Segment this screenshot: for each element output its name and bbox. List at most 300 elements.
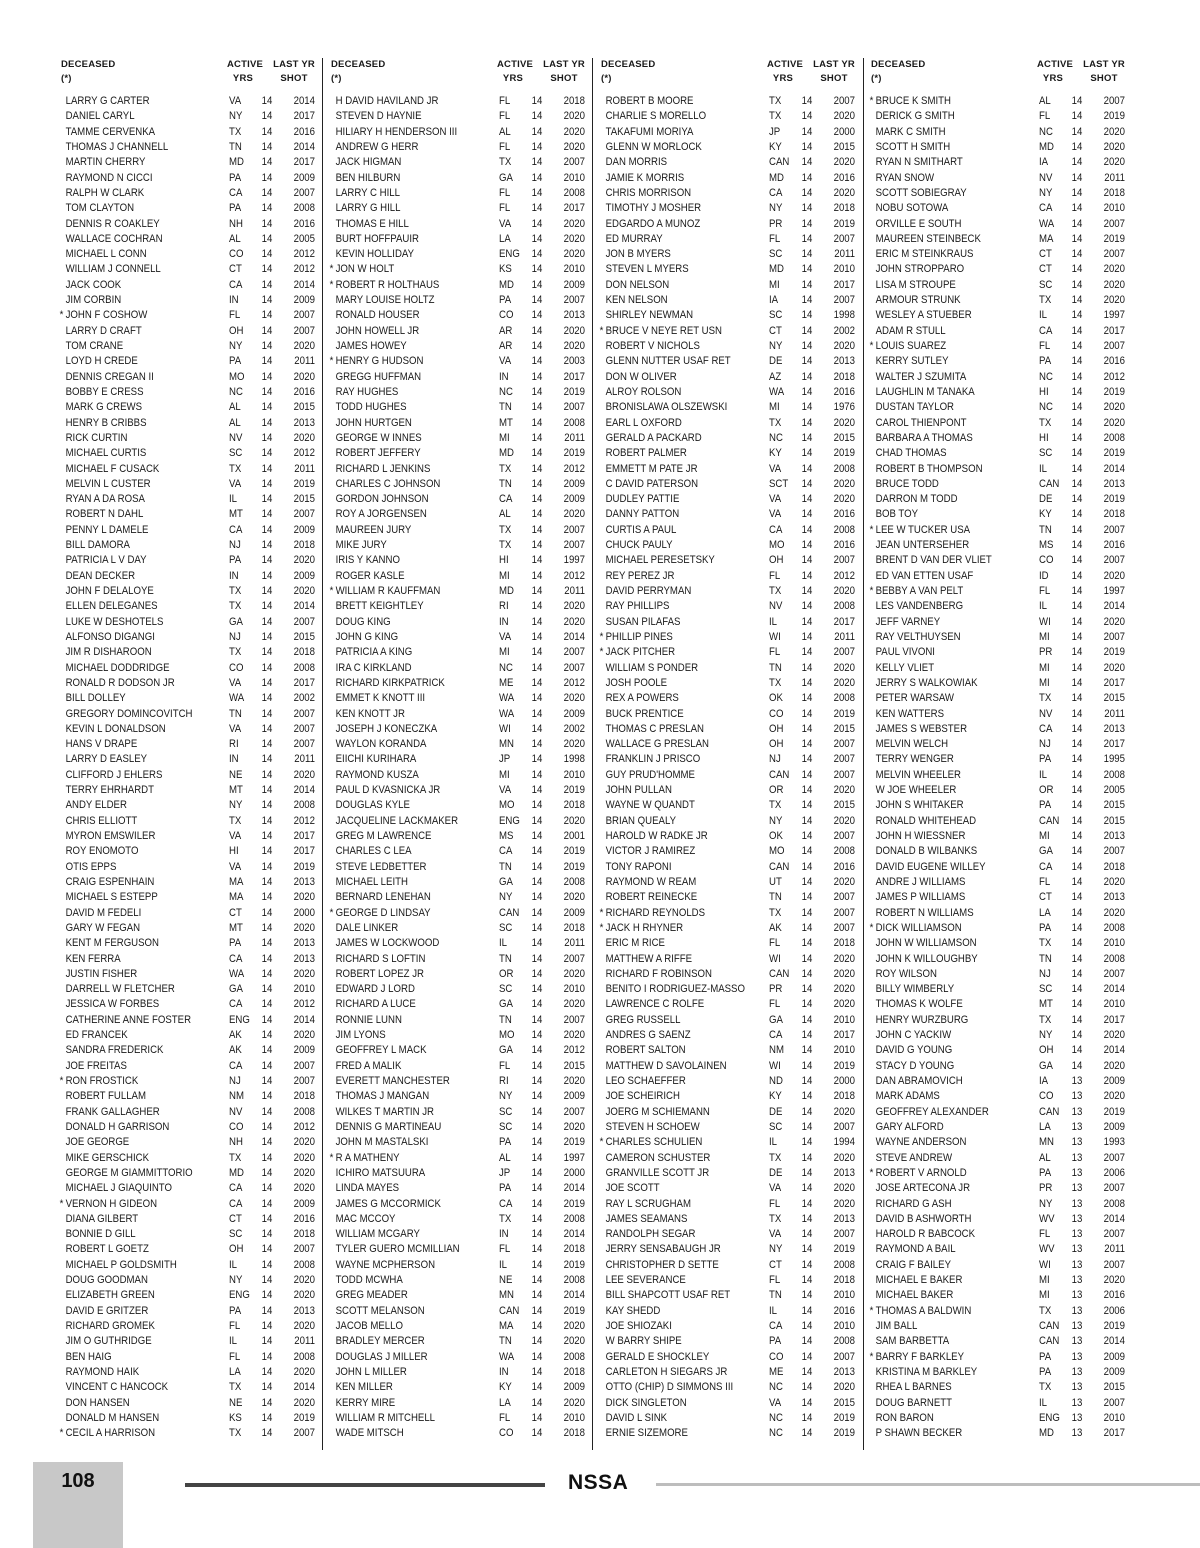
- member-name: JOE SHIOZAKI: [605, 1320, 672, 1332]
- member-last-year-shot: 2017: [833, 1029, 855, 1042]
- member-row: [867, 783, 1129, 798]
- member-state: AK: [769, 921, 782, 934]
- member-name: CHARLES C LEA: [335, 845, 412, 858]
- member-row: [597, 1166, 859, 1181]
- member-state: NY: [769, 814, 783, 827]
- member-last-year-shot: 2019: [563, 860, 585, 873]
- member-row: [327, 1043, 589, 1058]
- member-name: JOE FREITAS: [65, 1059, 127, 1072]
- member-active-years: 13: [1071, 1350, 1083, 1363]
- member-active-years: 14: [1071, 1059, 1083, 1072]
- member-row: [327, 1212, 589, 1227]
- member-last-year-shot: 2010: [563, 768, 585, 781]
- member-last-year-shot: 2020: [563, 1120, 585, 1133]
- member-name: ELLEN DELEGANES: [65, 600, 158, 613]
- member-last-year-shot: 2020: [563, 324, 585, 337]
- member-active-years: 14: [1071, 906, 1083, 919]
- member-state: VA: [229, 477, 242, 490]
- member-name: WILLIAM J CONNELL: [65, 263, 161, 276]
- header-active: ACTIVE: [767, 59, 804, 70]
- member-active-years: 14: [531, 661, 543, 674]
- member-last-year-shot: 2007: [833, 891, 855, 904]
- member-state: WI: [499, 722, 511, 735]
- member-last-year-shot: 2012: [293, 998, 315, 1011]
- member-row: [867, 1197, 1129, 1212]
- member-name: STACY D YOUNG: [875, 1059, 955, 1072]
- member-state: ND: [769, 1075, 783, 1087]
- deceased-marker: *: [329, 278, 334, 291]
- member-state: CA: [229, 523, 243, 536]
- member-name: PATRICIA L V DAY: [65, 554, 147, 567]
- member-active-years: 14: [801, 1427, 813, 1440]
- member-name: RAYMOND A BAIL: [875, 1243, 956, 1256]
- member-row: [597, 477, 859, 492]
- member-last-year-shot: 2019: [563, 845, 585, 858]
- member-row: [57, 1227, 319, 1242]
- member-active-years: 14: [531, 1228, 543, 1241]
- member-state: OH: [769, 738, 784, 751]
- member-row: [57, 523, 319, 538]
- member-last-year-shot: 2014: [293, 140, 315, 153]
- member-active-years: 14: [531, 431, 543, 444]
- member-active-years: 14: [1071, 202, 1083, 215]
- member-last-year-shot: 2020: [293, 431, 315, 444]
- member-name: KAY SHEDD: [605, 1304, 661, 1317]
- member-name: GERALD A PACKARD: [605, 431, 702, 444]
- member-state: OR: [1039, 784, 1054, 797]
- member-last-year-shot: 1997: [1103, 309, 1125, 322]
- member-state: NV: [769, 600, 783, 613]
- member-state: DE: [769, 1166, 783, 1179]
- member-name: HILIARY H HENDERSON III: [335, 125, 458, 138]
- member-row: [57, 125, 319, 140]
- member-state: ENG: [229, 1013, 250, 1026]
- member-name: RAY PHILLIPS: [605, 600, 670, 613]
- member-state: TX: [769, 906, 782, 919]
- member-name: JIM R DISHAROON: [65, 646, 152, 659]
- member-row: [867, 890, 1129, 905]
- member-name: ROGER KASLE: [335, 569, 405, 582]
- member-name: ROBERT V ARNOLD: [875, 1166, 967, 1179]
- member-row: [327, 492, 589, 507]
- member-state: PA: [1039, 355, 1052, 368]
- member-last-year-shot: 2007: [1103, 1258, 1125, 1271]
- member-row: [57, 1059, 319, 1074]
- member-name: RALPH W CLARK: [65, 186, 145, 199]
- member-row: [867, 844, 1129, 859]
- member-last-year-shot: 2019: [1103, 110, 1125, 123]
- member-name: CHRIS MORRISON: [605, 186, 692, 199]
- member-state: PR: [1039, 646, 1053, 659]
- member-last-year-shot: 2019: [833, 707, 855, 720]
- member-active-years: 14: [801, 738, 813, 751]
- member-state: IL: [769, 1304, 778, 1317]
- member-state: CO: [1039, 1090, 1054, 1103]
- member-name: MICHAEL E BAKER: [875, 1274, 963, 1287]
- member-name: JAMES SEAMANS: [605, 1212, 688, 1225]
- member-last-year-shot: 2020: [293, 1289, 315, 1302]
- member-state: IL: [499, 1258, 508, 1271]
- member-state: CO: [769, 707, 784, 720]
- member-name: TYLER GUERO MCMILLIAN: [335, 1243, 460, 1256]
- member-active-years: 14: [261, 1335, 273, 1348]
- member-last-year-shot: 2020: [293, 921, 315, 934]
- member-row: [57, 1304, 319, 1319]
- member-active-years: 14: [801, 1120, 813, 1133]
- member-row: [327, 1273, 589, 1288]
- member-name: MAUREEN JURY: [335, 523, 412, 536]
- deceased-marker: *: [869, 1350, 874, 1363]
- member-row: [327, 1319, 589, 1334]
- member-last-year-shot: 2015: [563, 1059, 585, 1072]
- member-state: SC: [229, 1228, 243, 1241]
- member-row: [327, 890, 589, 905]
- roster-column-2: [327, 58, 589, 1448]
- member-row: [597, 553, 859, 568]
- member-name: LARRY C HILL: [335, 186, 400, 199]
- member-name: ORVILLE E SOUTH: [875, 217, 962, 230]
- member-row: [597, 1273, 859, 1288]
- member-last-year-shot: 2007: [293, 309, 315, 322]
- member-name: LEE W TUCKER USA: [875, 523, 971, 536]
- member-state: PA: [499, 1182, 512, 1195]
- member-active-years: 14: [261, 309, 273, 322]
- member-state: KY: [499, 1381, 512, 1394]
- member-active-years: 14: [1071, 493, 1083, 506]
- member-active-years: 14: [531, 753, 543, 766]
- member-last-year-shot: 2020: [563, 1335, 585, 1348]
- member-name: RICHARD L JENKINS: [335, 462, 431, 475]
- member-last-year-shot: 2018: [833, 202, 855, 215]
- member-last-year-shot: 2020: [293, 554, 315, 567]
- member-state: PA: [229, 171, 242, 184]
- member-last-year-shot: 2020: [833, 1182, 855, 1195]
- member-name: MELVIN WHEELER: [875, 768, 961, 781]
- member-last-year-shot: 2020: [563, 967, 585, 980]
- member-row: [327, 676, 589, 691]
- member-state: CAN: [769, 967, 790, 980]
- member-last-year-shot: 2020: [833, 998, 855, 1011]
- member-row: [597, 293, 859, 308]
- member-last-year-shot: 2013: [833, 355, 855, 368]
- member-active-years: 14: [261, 278, 273, 291]
- member-row: [57, 1411, 319, 1426]
- member-last-year-shot: 2012: [563, 676, 585, 689]
- member-name: JOHN C YACKIW: [875, 1029, 952, 1042]
- member-name: REX A POWERS: [605, 692, 679, 705]
- member-last-year-shot: 2007: [1103, 1182, 1125, 1195]
- member-active-years: 14: [801, 263, 813, 276]
- member-row: [57, 952, 319, 967]
- member-active-years: 14: [1071, 385, 1083, 398]
- member-row: [867, 1350, 1129, 1365]
- member-name: KEN NELSON: [605, 294, 668, 307]
- member-active-years: 14: [261, 156, 273, 169]
- member-active-years: 14: [531, 1289, 543, 1302]
- member-state: OH: [229, 1243, 244, 1256]
- member-last-year-shot: 2009: [563, 906, 585, 919]
- member-active-years: 14: [261, 1350, 273, 1363]
- member-last-year-shot: 2020: [1103, 125, 1125, 138]
- member-name: WALLACE COCHRAN: [65, 232, 163, 245]
- member-last-year-shot: 2020: [833, 585, 855, 597]
- member-state: HI: [229, 845, 239, 858]
- member-row: [327, 109, 589, 124]
- member-state: RI: [499, 1075, 509, 1087]
- member-row: [57, 324, 319, 339]
- deceased-marker: *: [869, 585, 874, 597]
- member-last-year-shot: 2012: [293, 263, 315, 276]
- member-state: MI: [1039, 830, 1050, 842]
- member-name: CAROL THIENPONT: [875, 416, 967, 429]
- member-last-year-shot: 2015: [293, 630, 315, 643]
- member-name: JACOB MELLO: [335, 1320, 403, 1332]
- member-last-year-shot: 2019: [1103, 1320, 1125, 1332]
- member-active-years: 14: [1071, 738, 1083, 751]
- member-row: [867, 829, 1129, 844]
- member-last-year-shot: 2007: [833, 906, 855, 919]
- member-name: DOUG BARNETT: [875, 1396, 953, 1409]
- member-last-year-shot: 2014: [293, 278, 315, 291]
- member-row: [867, 94, 1129, 109]
- member-active-years: 14: [1071, 370, 1083, 383]
- member-last-year-shot: 2020: [563, 140, 585, 153]
- member-state: CA: [499, 1197, 513, 1210]
- member-row: [57, 1365, 319, 1380]
- member-last-year-shot: 2014: [563, 630, 585, 643]
- member-active-years: 14: [801, 156, 813, 169]
- member-active-years: 14: [261, 983, 273, 996]
- member-row: [867, 278, 1129, 293]
- member-last-year-shot: 2000: [833, 1075, 855, 1087]
- member-name: BURT HOFFPAUIR: [335, 232, 419, 245]
- member-last-year-shot: 2020: [1103, 416, 1125, 429]
- member-row: [327, 691, 589, 706]
- member-active-years: 14: [801, 1228, 813, 1241]
- member-last-year-shot: 2020: [563, 110, 585, 123]
- member-row: [867, 477, 1129, 492]
- member-name: DONALD M HANSEN: [65, 1411, 160, 1424]
- member-last-year-shot: 2020: [1103, 263, 1125, 276]
- member-state: VA: [229, 676, 242, 689]
- member-state: MD: [769, 171, 784, 184]
- member-name: JESSICA W FORBES: [65, 998, 160, 1011]
- member-state: CAN: [1039, 1335, 1060, 1348]
- member-row: [327, 125, 589, 140]
- member-row: [867, 217, 1129, 232]
- deceased-marker: *: [329, 355, 334, 368]
- member-last-year-shot: 2007: [1103, 217, 1125, 230]
- member-name: JACK H RHYNER: [605, 921, 684, 934]
- member-name: GREG RUSSELL: [605, 1013, 681, 1026]
- member-active-years: 14: [801, 1381, 813, 1394]
- member-row: [57, 630, 319, 645]
- member-row: [327, 982, 589, 997]
- member-last-year-shot: 2012: [293, 1120, 315, 1133]
- member-name: LEO SCHAEFFER: [605, 1075, 686, 1087]
- member-name: BEN HILBURN: [335, 171, 401, 184]
- member-row: [597, 1334, 859, 1349]
- member-name: CHARLES SCHULIEN: [605, 1136, 703, 1149]
- member-last-year-shot: 2015: [1103, 814, 1125, 827]
- member-row: [597, 1028, 859, 1043]
- member-last-year-shot: 2019: [293, 860, 315, 873]
- header-marker: (*): [61, 73, 72, 84]
- member-active-years: 14: [261, 707, 273, 720]
- member-last-year-shot: 2020: [563, 1029, 585, 1042]
- member-name: MICHAEL F CUSACK: [65, 462, 160, 475]
- member-last-year-shot: 2018: [563, 1365, 585, 1378]
- header-deceased: DECEASED: [61, 59, 116, 70]
- member-active-years: 14: [1071, 217, 1083, 230]
- member-row: [327, 798, 589, 813]
- member-state: MD: [229, 156, 244, 169]
- member-active-years: 14: [531, 1197, 543, 1210]
- member-last-year-shot: 2017: [293, 845, 315, 858]
- header-yrs: YRS: [502, 73, 524, 84]
- member-row: [327, 1396, 589, 1411]
- member-name: THOMAS A BALDWIN: [875, 1304, 972, 1317]
- member-name: GLENN W MORLOCK: [605, 140, 702, 153]
- member-name: ROBERT PALMER: [605, 447, 687, 460]
- member-last-year-shot: 2007: [293, 722, 315, 735]
- member-last-year-shot: 2020: [1103, 156, 1125, 169]
- member-row: [867, 140, 1129, 155]
- member-row: [57, 997, 319, 1012]
- member-state: PA: [1039, 1365, 1052, 1378]
- member-state: KY: [1039, 508, 1052, 521]
- member-last-year-shot: 2000: [563, 1166, 585, 1179]
- member-active-years: 13: [1071, 1182, 1083, 1195]
- member-active-years: 14: [531, 110, 543, 123]
- member-name: R A MATHENY: [335, 1151, 400, 1164]
- member-last-year-shot: 2011: [834, 630, 855, 643]
- member-state: ENG: [499, 248, 520, 261]
- member-state: CAN: [1039, 814, 1060, 827]
- member-name: KEN WATTERS: [875, 707, 945, 720]
- member-active-years: 14: [531, 232, 543, 245]
- member-state: HI: [499, 554, 509, 567]
- member-active-years: 14: [1071, 983, 1083, 996]
- member-last-year-shot: 2016: [833, 860, 855, 873]
- member-state: TX: [499, 1212, 512, 1225]
- member-row: [597, 569, 859, 584]
- member-state: CA: [229, 186, 243, 199]
- member-name: RAY VELTHUYSEN: [875, 630, 961, 643]
- member-row: [867, 1181, 1129, 1196]
- member-name: CLIFFORD J EHLERS: [65, 768, 163, 781]
- member-state: TN: [769, 661, 782, 674]
- header-deceased: DECEASED: [871, 59, 926, 70]
- member-name: DONALD B WILBANKS: [875, 845, 978, 858]
- member-state: SC: [769, 309, 783, 322]
- member-row: [867, 967, 1129, 982]
- deceased-marker: *: [599, 1136, 604, 1149]
- member-name: CECIL A HARRISON: [65, 1427, 156, 1440]
- member-active-years: 14: [261, 340, 273, 352]
- member-name: RYAN N SMITHART: [875, 156, 963, 169]
- member-state: LA: [1039, 906, 1051, 919]
- member-state: AK: [229, 1029, 242, 1042]
- member-state: TX: [499, 462, 512, 475]
- member-last-year-shot: 2019: [833, 1059, 855, 1072]
- member-active-years: 14: [531, 952, 543, 965]
- member-name: JOE SCHEIRICH: [605, 1090, 680, 1103]
- deceased-marker: *: [869, 921, 874, 934]
- member-active-years: 14: [801, 278, 813, 291]
- member-last-year-shot: 2020: [833, 416, 855, 429]
- member-active-years: 14: [261, 1274, 273, 1287]
- member-name: MICHAEL J GIAQUINTO: [65, 1182, 172, 1195]
- member-last-year-shot: 2019: [1103, 646, 1125, 659]
- member-state: JP: [769, 125, 781, 138]
- member-name: SANDRA FREDERICK: [65, 1044, 164, 1057]
- member-row: [597, 906, 859, 921]
- member-active-years: 14: [531, 1320, 543, 1332]
- member-active-years: 14: [1071, 860, 1083, 873]
- member-state: DE: [1039, 493, 1053, 506]
- member-state: CO: [229, 248, 244, 261]
- member-active-years: 14: [531, 814, 543, 827]
- member-state: LA: [499, 1396, 511, 1409]
- member-active-years: 14: [801, 1166, 813, 1179]
- member-state: IL: [1039, 768, 1048, 781]
- member-state: GA: [769, 1013, 783, 1026]
- member-name: HANS V DRAPE: [65, 738, 138, 751]
- member-active-years: 14: [261, 1365, 273, 1378]
- member-last-year-shot: 2020: [563, 1320, 585, 1332]
- member-name: CHRISTOPHER D SETTE: [605, 1258, 719, 1271]
- member-row: [867, 1242, 1129, 1257]
- member-state: PR: [1039, 1182, 1053, 1195]
- member-last-year-shot: 2020: [833, 784, 855, 797]
- member-name: P SHAWN BECKER: [875, 1427, 963, 1440]
- member-name: RONALD HOUSER: [335, 309, 420, 322]
- member-active-years: 14: [261, 1228, 273, 1241]
- member-active-years: 14: [801, 110, 813, 123]
- member-state: VA: [499, 784, 512, 797]
- member-row: [327, 171, 589, 186]
- member-row: [867, 752, 1129, 767]
- member-active-years: 14: [531, 1136, 543, 1149]
- member-state: WI: [769, 1059, 781, 1072]
- member-active-years: 14: [1071, 952, 1083, 965]
- member-last-year-shot: 2018: [1103, 186, 1125, 199]
- member-last-year-shot: 2016: [833, 1304, 855, 1317]
- member-active-years: 14: [1071, 278, 1083, 291]
- member-row: [57, 1166, 319, 1181]
- member-last-year-shot: 2012: [563, 462, 585, 475]
- member-row: [57, 1105, 319, 1120]
- member-last-year-shot: 2009: [563, 493, 585, 506]
- member-last-year-shot: 2007: [293, 707, 315, 720]
- member-state: MI: [1039, 1289, 1050, 1302]
- member-row: [327, 247, 589, 262]
- member-row: [327, 707, 589, 722]
- member-name: GREG MEADER: [335, 1289, 408, 1302]
- member-active-years: 14: [261, 232, 273, 245]
- member-name: MICHAEL PERESETSKY: [605, 554, 715, 567]
- member-row: [597, 217, 859, 232]
- member-last-year-shot: 2017: [293, 676, 315, 689]
- member-name: CHAD THOMAS: [875, 447, 947, 460]
- member-row: [57, 1319, 319, 1334]
- member-last-year-shot: 2018: [563, 1427, 585, 1440]
- member-last-year-shot: 2014: [293, 1381, 315, 1394]
- member-row: [57, 1043, 319, 1058]
- member-name: DON NELSON: [605, 278, 670, 291]
- deceased-marker: *: [329, 585, 334, 597]
